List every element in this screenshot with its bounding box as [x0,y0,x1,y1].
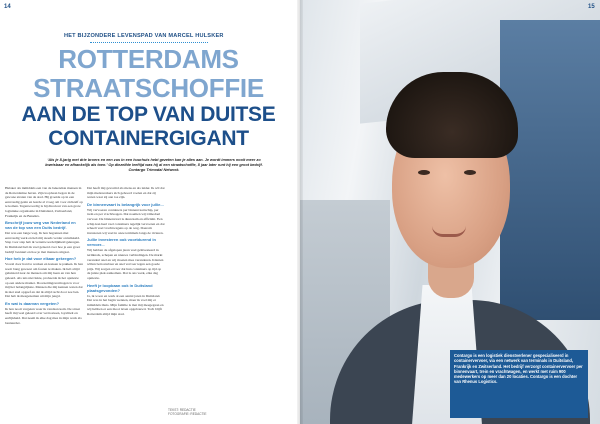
headline-light [0,46,297,104]
article-kicker: HET BIJZONDERE LEVENSPAD VAN MARCEL HULSKER [64,33,224,39]
headline-line: CONTAINERGIGANT [48,127,249,150]
paragraph: Ik ben nooit vergeten waar ik vandaan kom. De straat heeft mij veel geleerd over vertrouwen, loyaliteit en eerlijkheid. Dat neem ik elke dag mee in mijn werk als bestuurder. [5,306,82,325]
photo-caption: Contargo is een logistiek dienstverlener gespecialiseerd in containervervoer, via een netwerk van terminals in Duitsland, Frankrijk en Zwitserland. Het bedrijf verzorgt containervervoer per binnenvaart, trein en vrachtwagen, en werkt met ruim 900 medewerkers op meer dan 20 locaties. Contargo is een dochter van Rhenus Logistics. [454,353,583,385]
paragraph: Vooral door hard te werken en kansen te pakken. Ik ben nooit bang geweest om fouten te maken. Ik heb altijd geluisterd naar de mensen om mij heen en van hen geleerd. Als iets niet lukte, probeerde ik het opnieuw op een andere manier. Doorzettingsvermogen is voor mij het belangrijkste. Mensen die mij kennen weten dat ik niet snel opgeef en dat ik altijd recht door zee ben. Dat heb ik meegenomen uit mijn jeugd. [5,262,83,299]
subheading: De binnenvaart is belangrijk voor jullie... [87,201,164,207]
paragraph: Dat heeft mij gevormd als mens en als leider. Ik wil dat mijn medewerkers zich gehoord voelen en dat zij weten waar zij aan toe zijn. [87,186,165,200]
portrait-eye [418,170,430,175]
credit-line: FOTOGRAFIE: REDACTIE [168,412,207,417]
text-column-1 [5,186,83,327]
page-number-left: 14 [4,4,11,10]
headline-dark [0,104,297,152]
paragraph: Wij vervoeren containers per binnenvaartschip, per trein en per vrachtwagen. Dat noemen wij trimodaal vervoer. De binnenvaart is duurzaam en efficiënt. Een schip kan heel veel containers tegelijk vervoeren en dat scheelt veel vrachtwagens op de weg. Daarom investeren wij veel in onze terminals langs de rivieren. [87,207,165,235]
subheading: Hoe heb je dat voor elkaar gekregen? [5,256,77,262]
headline-line: AAN DE TOP VAN DUITSE [21,103,276,126]
subheading: Heeft je loopbaan ook in Duitsland plaatsgevonden? [87,282,153,293]
subheading: Beschrijf jouw weg van Nederland en van de top van een Duits bedrijf. [5,220,76,231]
paragraph: Dat was een lange weg. Ik ben begonnen met eenvoudig werk en heb mij steeds verder ontwikkeld. Stap voor stap heb ik verantwoordelijkheid gekregen. In Duitsland heb ik veel geleerd over hoe je een groot bedrijf bestuurt en hoe je met mensen omgaat. [5,231,81,254]
portrait-eye [464,170,476,175]
subheading: En wat is daarvan vergeten? [5,300,60,306]
subheading: Jullie investeren ook voortdurend in vervoer... [87,237,156,248]
paragraph: Wij hebben de afgelopen jaren veel geïnvesteerd in terminals, schepen en nieuwe verbindingen. De markt verandert snel en wij moeten mee veranderen. Klanten willen betrouwbaar en snel vervoer tegen een goede prijs. Wij zorgen ervoor dat hun containers op tijd op de juiste plek aankomen. Dat is ons werk, elke dag opnieuw. [87,248,164,280]
dotted-divider [90,42,208,43]
background-blue-panel [500,20,600,320]
headline-line: ROTTERDAMS [58,44,239,74]
text-column-2 [87,186,165,318]
right-page-photo [300,0,600,424]
credit-line: TEKST: REDACTIE [168,408,196,412]
page-gutter [297,0,303,424]
article-credits [168,408,207,416]
paragraph: Ja, ik woon en werk al een aantal jaren in Duitsland. Dat was in het begin wennen, maar ik voel mij er inmiddels thuis. Mijn familie is met mij meegegaan en wij hebben er een mooi leven opgebouwd. Toch blijft Rotterdam altijd mijn stad. [87,293,164,316]
headline-line: STRAATSCHOFFIE [33,73,264,103]
paragraph: Hulsker als inmiddels een van de bekendste mensen in de Rotterdamse haven. Zijn loopbaan begon in de gewone straten van de stad. Hij groeide op in een eenvoudig gezin en leerde al vroeg om voor zichzelf op te komen. Tegenwoordig is hij directeur van een grote logistieke organisatie in Duitsland, Zwitserland, Frankrijk en de Benelux. [5,186,83,218]
article-intro: ‘Als je 8-jarig met drie broers en een zus in een huurhuis hebt gezeten kan je alles aan. Je wordt immers nooit meer zo kwetsbaar en afhankelijk als toen.’ Op diezelfde leeftijd was hij al een straatschoffie, 8 jaar later runt hij een groot bedrijf. Contargo Trimodal Network. [45,158,263,172]
page-number-right: 15 [588,4,595,10]
